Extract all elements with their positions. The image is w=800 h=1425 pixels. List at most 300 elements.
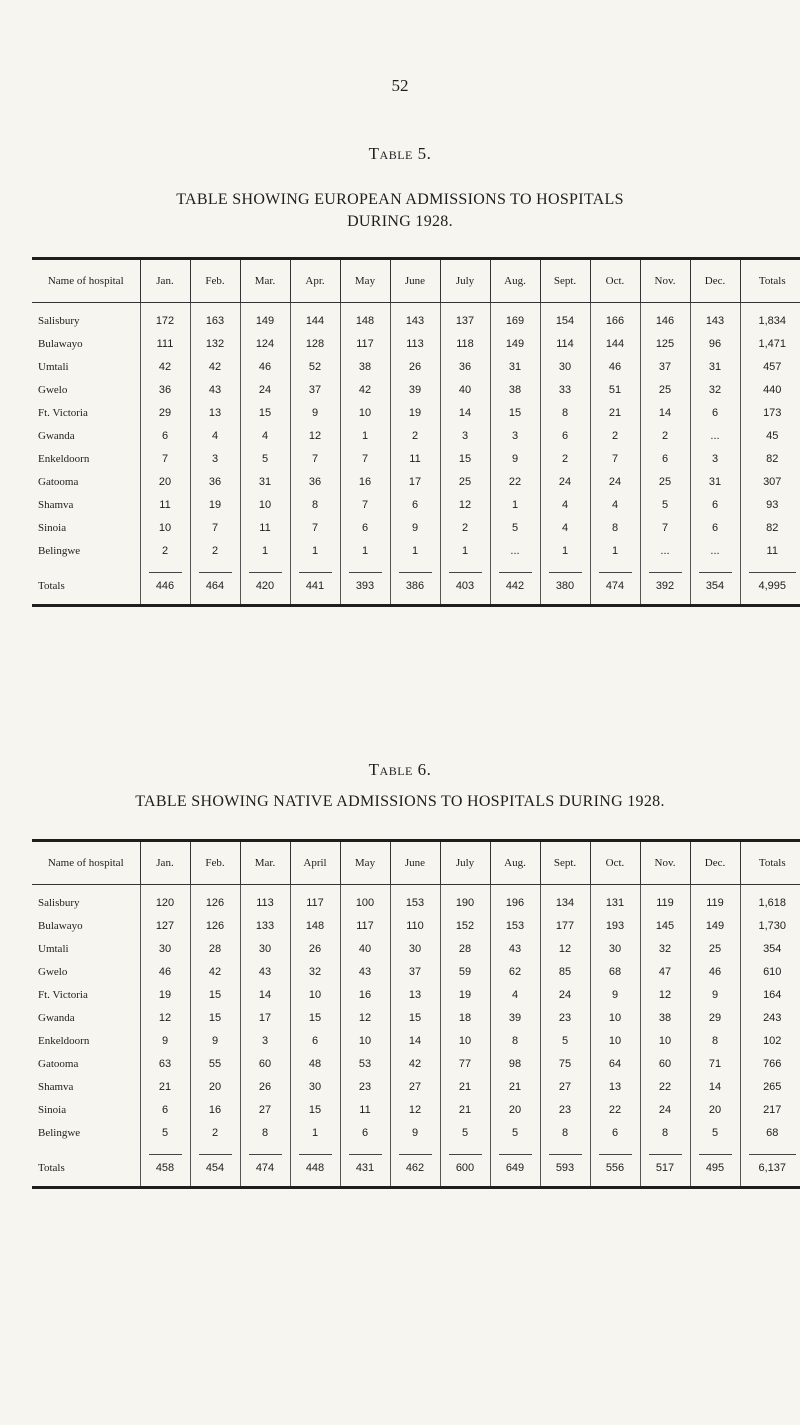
column-header: Sept. (540, 259, 590, 303)
month-value: 31 (240, 470, 290, 493)
month-value: ... (690, 539, 740, 562)
month-value: 11 (240, 516, 290, 539)
month-value: 24 (240, 378, 290, 401)
month-value: 1 (440, 539, 490, 562)
month-value: 9 (290, 401, 340, 424)
month-value: 6 (540, 424, 590, 447)
month-value: 8 (290, 493, 340, 516)
month-value: 144 (290, 303, 340, 333)
month-value: 2 (440, 516, 490, 539)
month-total: 442 (490, 568, 540, 606)
month-value: 7 (290, 447, 340, 470)
month-value: 4 (540, 493, 590, 516)
header-row (32, 259, 800, 303)
table-row (32, 332, 800, 355)
month-value: 190 (440, 885, 490, 915)
month-total: 354 (690, 568, 740, 606)
month-total: 386 (390, 568, 440, 606)
month-value: 153 (490, 914, 540, 937)
month-value: 120 (140, 885, 190, 915)
month-value: 20 (490, 1098, 540, 1121)
month-value: 4 (240, 424, 290, 447)
month-value: 17 (390, 470, 440, 493)
month-value: 16 (340, 983, 390, 1006)
month-value: 20 (690, 1098, 740, 1121)
month-value: 28 (190, 937, 240, 960)
month-total: 420 (240, 568, 290, 606)
month-value: 11 (390, 447, 440, 470)
month-value: 32 (640, 937, 690, 960)
month-value: 96 (690, 332, 740, 355)
month-total: 462 (390, 1150, 440, 1188)
row-total: 457 (763, 360, 782, 373)
month-value: 3 (190, 447, 240, 470)
month-value: 143 (390, 303, 440, 333)
month-value: 42 (390, 1052, 440, 1075)
hospital-name: Gatooma (32, 470, 140, 493)
month-value: 39 (490, 1006, 540, 1029)
header-row (32, 841, 800, 885)
hospital-name: Bulawayo (32, 332, 140, 355)
hospital-name: Enkeldoorn (32, 1029, 140, 1052)
month-value: 119 (640, 885, 690, 915)
month-value: 1 (290, 539, 340, 562)
month-value: 2 (390, 424, 440, 447)
month-value: 1 (340, 424, 390, 447)
column-header: May (340, 841, 390, 885)
month-value: 4 (590, 493, 640, 516)
column-header: Aug. (490, 259, 540, 303)
month-total: 649 (490, 1150, 540, 1188)
month-value: 43 (190, 378, 240, 401)
month-value: 12 (540, 937, 590, 960)
row-total: 93 (766, 498, 779, 511)
month-value: 48 (290, 1052, 340, 1075)
month-value: 5 (440, 1121, 490, 1144)
row-total: 610 (763, 965, 782, 978)
month-value: 196 (490, 885, 540, 915)
row-total: 217 (763, 1103, 782, 1116)
month-value: 8 (540, 1121, 590, 1144)
month-value: 113 (240, 885, 290, 915)
month-value: 126 (190, 914, 240, 937)
hospital-name: Gwelo (32, 378, 140, 401)
row-total: 1,471 (758, 337, 787, 350)
row-total: 265 (763, 1080, 782, 1093)
month-value: 14 (690, 1075, 740, 1098)
month-value: 23 (540, 1006, 590, 1029)
column-header: July (440, 259, 490, 303)
month-value: 10 (590, 1006, 640, 1029)
month-value: 24 (540, 470, 590, 493)
month-value: 46 (690, 960, 740, 983)
month-value: 9 (590, 983, 640, 1006)
month-value: 5 (540, 1029, 590, 1052)
month-value: 15 (440, 447, 490, 470)
month-value: 40 (340, 937, 390, 960)
table-row (32, 424, 800, 447)
month-value: 10 (340, 401, 390, 424)
month-value: 15 (190, 983, 240, 1006)
month-value: 26 (290, 937, 340, 960)
month-value: 30 (290, 1075, 340, 1098)
month-value: 12 (640, 983, 690, 1006)
month-total: 431 (340, 1150, 390, 1188)
month-value: 9 (390, 1121, 440, 1144)
month-value: 20 (140, 470, 190, 493)
month-value: 7 (290, 516, 340, 539)
month-value: 5 (490, 1121, 540, 1144)
month-value: 19 (140, 983, 190, 1006)
month-value: 13 (190, 401, 240, 424)
month-value: 19 (440, 983, 490, 1006)
month-value: 144 (590, 332, 640, 355)
month-value: 75 (540, 1052, 590, 1075)
month-value: 7 (340, 493, 390, 516)
month-value: 5 (240, 447, 290, 470)
month-value: 6 (340, 1121, 390, 1144)
column-header: May (340, 259, 390, 303)
month-value: 114 (540, 332, 590, 355)
month-value: 19 (390, 401, 440, 424)
row-total: 82 (766, 452, 779, 465)
month-value: 6 (390, 493, 440, 516)
month-value: 9 (390, 516, 440, 539)
month-value: 3 (240, 1029, 290, 1052)
month-value: 40 (440, 378, 490, 401)
month-value: 24 (640, 1098, 690, 1121)
column-header: Totals (740, 841, 800, 885)
month-value: 126 (190, 885, 240, 915)
month-value: 30 (540, 355, 590, 378)
month-value: 13 (590, 1075, 640, 1098)
month-value: 25 (440, 470, 490, 493)
table-row (32, 983, 800, 1006)
month-value: 125 (640, 332, 690, 355)
hospital-name: Ft. Victoria (32, 401, 140, 424)
month-value: 36 (290, 470, 340, 493)
month-value: 25 (640, 470, 690, 493)
month-value: 14 (390, 1029, 440, 1052)
month-value: 15 (490, 401, 540, 424)
month-value: 1 (290, 1121, 340, 1144)
month-value: 172 (140, 303, 190, 333)
month-value: 152 (440, 914, 490, 937)
table-row (32, 914, 800, 937)
column-header: April (290, 841, 340, 885)
month-value: 11 (340, 1098, 390, 1121)
row-total: 440 (763, 383, 782, 396)
month-value: 8 (540, 401, 590, 424)
month-value: 23 (540, 1098, 590, 1121)
month-value: 111 (140, 332, 190, 355)
row-total: 173 (763, 406, 782, 419)
table-row (32, 493, 800, 516)
month-value: 27 (390, 1075, 440, 1098)
month-value: 2 (190, 1121, 240, 1144)
month-total: 474 (590, 568, 640, 606)
month-value: 12 (440, 493, 490, 516)
hospital-name: Gwelo (32, 960, 140, 983)
month-value: 7 (590, 447, 640, 470)
hospital-name: Umtali (32, 355, 140, 378)
month-value: 128 (290, 332, 340, 355)
table-6-heading-line1: TABLE SHOWING NATIVE ADMISSIONS TO HOSPITALS DURING 1928. (135, 793, 665, 810)
month-value: 27 (540, 1075, 590, 1098)
month-value: 43 (340, 960, 390, 983)
month-value: 10 (640, 1029, 690, 1052)
month-value: 100 (340, 885, 390, 915)
column-header: Nov. (640, 259, 690, 303)
month-value: 6 (140, 1098, 190, 1121)
hospital-name: Bulawayo (32, 914, 140, 937)
month-value: 21 (590, 401, 640, 424)
totals-label: Totals (32, 568, 140, 606)
column-header: July (440, 841, 490, 885)
month-value: 3 (690, 447, 740, 470)
table-row (32, 1098, 800, 1121)
month-value: 137 (440, 303, 490, 333)
row-total: 766 (763, 1057, 782, 1070)
month-value: 37 (390, 960, 440, 983)
month-value: 22 (640, 1075, 690, 1098)
month-value: 38 (340, 355, 390, 378)
month-total: 393 (340, 568, 390, 606)
month-value: 2 (540, 447, 590, 470)
hospital-name: Shamva (32, 493, 140, 516)
month-value: 85 (540, 960, 590, 983)
month-value: 134 (540, 885, 590, 915)
month-value: 8 (490, 1029, 540, 1052)
month-value: 42 (140, 355, 190, 378)
month-value: 15 (290, 1098, 340, 1121)
month-total: 495 (690, 1150, 740, 1188)
month-total: 441 (290, 568, 340, 606)
hospital-name: Ft. Victoria (32, 983, 140, 1006)
month-value: 24 (540, 983, 590, 1006)
table-row (32, 1052, 800, 1075)
table-row (32, 1029, 800, 1052)
month-value: 133 (240, 914, 290, 937)
month-value: 148 (340, 303, 390, 333)
month-value: 42 (190, 355, 240, 378)
table-row (32, 470, 800, 493)
month-value: 68 (590, 960, 640, 983)
month-value: 12 (340, 1006, 390, 1029)
month-value: 3 (440, 424, 490, 447)
month-value: 30 (140, 937, 190, 960)
table-5-caption: Table 5. (368, 144, 432, 163)
month-value: 43 (490, 937, 540, 960)
month-value: 113 (390, 332, 440, 355)
month-value: 2 (190, 539, 240, 562)
hospital-name: Gwanda (32, 1006, 140, 1029)
row-total: 68 (766, 1126, 779, 1139)
month-value: 10 (590, 1029, 640, 1052)
row-total: 1,834 (758, 314, 787, 327)
month-total: 600 (440, 1150, 490, 1188)
hospital-name: Belingwe (32, 1121, 140, 1144)
month-value: 15 (390, 1006, 440, 1029)
column-header: Dec. (690, 259, 740, 303)
month-value: 6 (690, 493, 740, 516)
row-total: 243 (763, 1011, 782, 1024)
hospital-name: Shamva (32, 1075, 140, 1098)
table-row (32, 378, 800, 401)
row-total: 307 (763, 475, 782, 488)
month-value: 53 (340, 1052, 390, 1075)
table-row (32, 960, 800, 983)
month-value: 32 (290, 960, 340, 983)
month-value: 110 (390, 914, 440, 937)
month-value: 8 (690, 1029, 740, 1052)
month-value: 46 (590, 355, 640, 378)
month-value: 5 (140, 1121, 190, 1144)
month-value: 117 (340, 332, 390, 355)
column-header: Sept. (540, 841, 590, 885)
month-value: 118 (440, 332, 490, 355)
month-value: 46 (240, 355, 290, 378)
month-value: 149 (690, 914, 740, 937)
month-value: 21 (140, 1075, 190, 1098)
month-value: 24 (590, 470, 640, 493)
month-value: 27 (240, 1098, 290, 1121)
month-value: 30 (240, 937, 290, 960)
month-total: 448 (290, 1150, 340, 1188)
month-total: 474 (240, 1150, 290, 1188)
month-value: 64 (590, 1052, 640, 1075)
hospital-name: Gatooma (32, 1052, 140, 1075)
month-value: 124 (240, 332, 290, 355)
hospital-name: Salisbury (32, 885, 140, 915)
month-value: 33 (540, 378, 590, 401)
month-value: 193 (590, 914, 640, 937)
month-value: 166 (590, 303, 640, 333)
month-value: 1 (490, 493, 540, 516)
month-value: 20 (190, 1075, 240, 1098)
month-value: 2 (590, 424, 640, 447)
month-value: 14 (240, 983, 290, 1006)
month-value: 1 (340, 539, 390, 562)
month-total: 392 (640, 568, 690, 606)
month-value: 117 (340, 914, 390, 937)
month-value: 23 (340, 1075, 390, 1098)
table-row (32, 516, 800, 539)
month-value: 5 (690, 1121, 740, 1144)
table-row (32, 1006, 800, 1029)
month-value: 2 (140, 539, 190, 562)
month-value: 4 (540, 516, 590, 539)
month-value: 29 (140, 401, 190, 424)
month-value: 8 (640, 1121, 690, 1144)
month-value: 25 (640, 378, 690, 401)
month-value: 10 (240, 493, 290, 516)
month-value: 14 (640, 401, 690, 424)
month-value: 47 (640, 960, 690, 983)
month-value: 77 (440, 1052, 490, 1075)
month-value: 8 (590, 516, 640, 539)
month-total: 458 (140, 1150, 190, 1188)
row-total: 82 (766, 521, 779, 534)
hospital-name: Gwanda (32, 424, 140, 447)
month-total: 593 (540, 1150, 590, 1188)
month-value: 14 (440, 401, 490, 424)
column-header: Feb. (190, 259, 240, 303)
month-value: 148 (290, 914, 340, 937)
grand-total: 6,137 (740, 1150, 800, 1188)
month-value: 8 (240, 1121, 290, 1144)
month-value: 62 (490, 960, 540, 983)
month-value: 59 (440, 960, 490, 983)
row-total: 1,730 (758, 919, 787, 932)
month-value: 6 (340, 516, 390, 539)
month-value: 163 (190, 303, 240, 333)
grand-total: 4,995 (740, 568, 800, 606)
month-value: 1 (590, 539, 640, 562)
month-value: 15 (290, 1006, 340, 1029)
month-value: ... (490, 539, 540, 562)
column-header: Oct. (590, 841, 640, 885)
month-value: 36 (140, 378, 190, 401)
month-value: 117 (290, 885, 340, 915)
month-value: 9 (490, 447, 540, 470)
month-value: 153 (390, 885, 440, 915)
month-value: 12 (290, 424, 340, 447)
hospital-name: Salisbury (32, 303, 140, 333)
table-5-heading-line1: TABLE SHOWING EUROPEAN ADMISSIONS TO HOSPITALS (176, 191, 624, 208)
month-value: 16 (190, 1098, 240, 1121)
table-row (32, 885, 800, 915)
month-value: 9 (190, 1029, 240, 1052)
column-header: Oct. (590, 259, 640, 303)
table-row (32, 937, 800, 960)
month-value: 6 (690, 516, 740, 539)
hospital-name: Sinoia (32, 516, 140, 539)
month-value: 15 (240, 401, 290, 424)
month-value: 38 (490, 378, 540, 401)
column-header: Jan. (140, 841, 190, 885)
column-header: Aug. (490, 841, 540, 885)
month-total: 517 (640, 1150, 690, 1188)
month-value: 9 (140, 1029, 190, 1052)
column-header: June (390, 259, 440, 303)
hospital-name: Enkeldoorn (32, 447, 140, 470)
totals-label: Totals (32, 1150, 140, 1188)
month-value: 4 (490, 983, 540, 1006)
month-value: 6 (290, 1029, 340, 1052)
row-total: 45 (766, 429, 779, 442)
column-header: Totals (740, 259, 800, 303)
month-value: 6 (690, 401, 740, 424)
month-value: 22 (590, 1098, 640, 1121)
column-header: June (390, 841, 440, 885)
month-value: 177 (540, 914, 590, 937)
table-5-heading-line2: DURING 1928. (347, 213, 453, 230)
column-header: Mar. (240, 841, 290, 885)
month-value: ... (690, 424, 740, 447)
month-value: 51 (590, 378, 640, 401)
month-value: 119 (690, 885, 740, 915)
table-row (32, 401, 800, 424)
month-value: 55 (190, 1052, 240, 1075)
month-value: 132 (190, 332, 240, 355)
month-value: 28 (440, 937, 490, 960)
month-value: 154 (540, 303, 590, 333)
month-value: 1 (240, 539, 290, 562)
month-value: 10 (340, 1029, 390, 1052)
row-total: 11 (766, 544, 778, 557)
table-row (32, 303, 800, 333)
